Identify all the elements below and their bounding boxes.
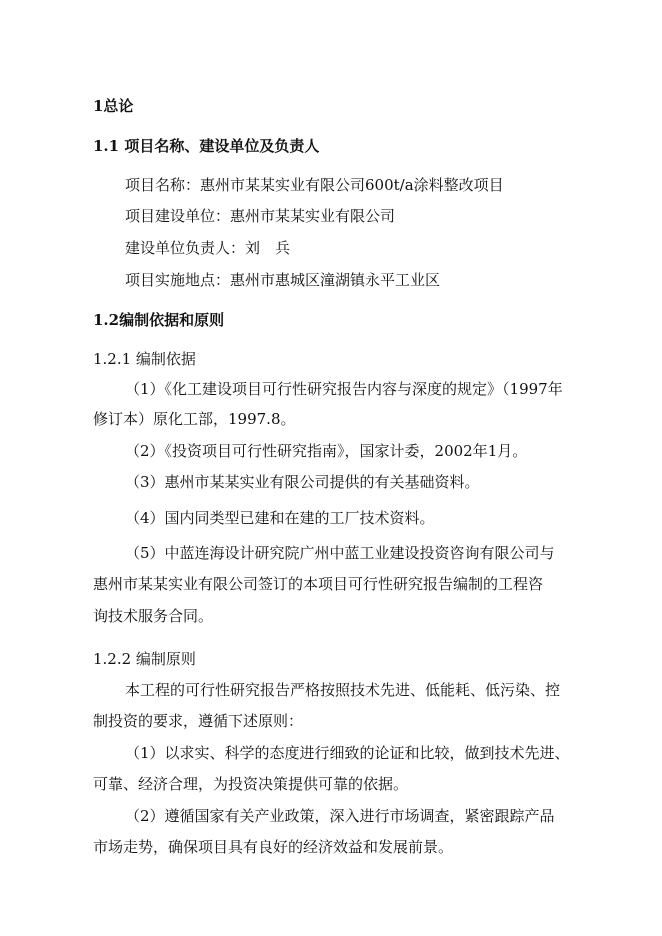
basis-item-1-line-1: （1）《化工建设项目可行性研究报告内容与深度的规定》（1997年 — [125, 380, 563, 398]
basis-item-4: （4）国内同类型已建和在建的工厂技术资料。 — [125, 509, 435, 527]
section-1-1-title: 1.1 项目名称、建设单位及负责人 — [93, 137, 320, 155]
builder-line: 项目建设单位：惠州市某某实业有限公司 — [125, 207, 396, 225]
principle-intro-line-1: 本工程的可行性研究报告严格按照技术先进、低能耗、低污染、控 — [125, 681, 561, 699]
principle-2-line-2: 市场走势，确保项目具有良好的经济效益和发展前景。 — [93, 838, 454, 856]
leader-line: 建设单位负责人：刘 兵 — [125, 239, 291, 257]
subsection-1-2-1-title: 1.2.1 编制依据 — [93, 350, 196, 368]
principle-2-line-1: （2）遵循国家有关产业政策，深入进行市场调查，紧密跟踪产品 — [125, 807, 555, 825]
project-name-line: 项目名称：惠州市某某实业有限公司600t/a涂料整改项目 — [125, 176, 504, 194]
section-1-2-title: 1.2编制依据和原则 — [93, 311, 225, 329]
subsection-1-2-2-title: 1.2.2 编制原则 — [93, 650, 196, 668]
basis-item-5-line-2: 惠州市某某实业有限公司签订的本项目可行性研究报告编制的工程咨 — [93, 575, 544, 593]
principle-1-line-2: 可靠、经济合理，为投资决策提供可靠的依据。 — [93, 775, 409, 793]
basis-item-2: （2）《投资项目可行性研究指南》，国家计委，2002年1月。 — [125, 442, 528, 460]
basis-item-5-line-3: 询技术服务合同。 — [93, 607, 214, 625]
principle-intro-line-2: 制投资的要求，遵循下述原则： — [93, 712, 304, 730]
heading-1: 1总论 — [93, 97, 134, 115]
basis-item-1-line-2: 修订本）原化工部，1997.8。 — [93, 410, 296, 428]
principle-1-line-1: （1）以求实、科学的态度进行细致的论证和比较，做到技术先进、 — [125, 744, 570, 762]
location-line: 项目实施地点：惠州市惠城区潼湖镇永平工业区 — [125, 271, 441, 289]
basis-item-3: （3）惠州市某某实业有限公司提供的有关基础资料。 — [125, 473, 480, 491]
basis-item-5-line-1: （5）中蓝连海设计研究院广州中蓝工业建设投资咨询有限公司与 — [125, 544, 555, 562]
